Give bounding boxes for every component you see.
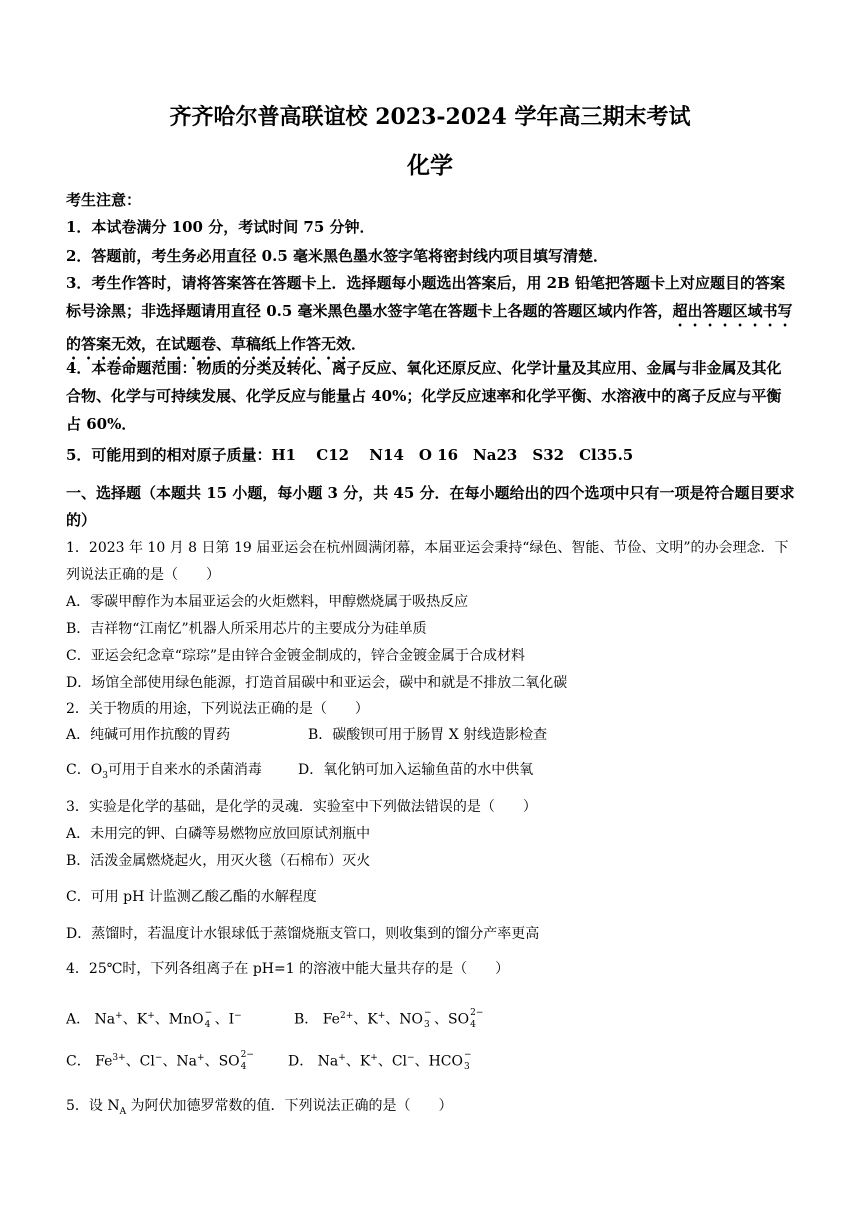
notice-item-1: 1．本试卷满分 100 分，考试时间 75 分钟． (66, 218, 375, 236)
question-4-row-2 (66, 1045, 800, 1076)
question-3-option-c: C．可用 pH 计监测乙酸乙酯的水解程度 (66, 889, 317, 905)
question-2-stem: 2．关于物质的用途，下列说法正确的是（ ） (66, 701, 369, 717)
question-5-stem: 5．设 $N_A$ 为阿伏加德罗常数的值．下列说法正确的是（ ） (66, 1098, 453, 1117)
notice-item-2: 2．答题前，考生务必用直径 0.5 毫米黑色墨水签字笔将密封线内项目填写清楚． (66, 247, 608, 265)
question-2-row-1 (66, 722, 800, 749)
exam-title: 齐齐哈尔普高联谊校 2023-2024 学年高三期末考试 (169, 104, 691, 130)
question-1-stem: 1．2023 年 10 月 8 日第 19 届亚运会在杭州圆满闭幕，本届亚运会秉持“绿色、智能、节俭、文明”的办会理念．下列说法正确的是（ ） (66, 540, 789, 583)
question-4-row-1 (66, 1003, 800, 1034)
notice-item-5: 5．可能用到的相对原子质量：H1 C12 N14 O 16 Na23 S32 Cl35.5 (66, 446, 634, 464)
question-4-option-c: C． $Fe^{3+}$、Cl−、Na+、SO 2− 4 (66, 1049, 254, 1072)
question-3-option-a: A．未用完的钾、白磷等易燃物应放回原试剂瓶中 (66, 826, 371, 842)
notice-heading: 考生注意： (66, 191, 142, 209)
question-4-option-d: D． Na+、K+、Cl−、HCO − 3 (288, 1049, 472, 1072)
question-4-stem: 4．25℃时，下列各组离子在 pH=1 的溶液中能大量共存的是（ ） (66, 961, 510, 977)
question-4-option-a: A． Na+、K+、MnO − 4 、I− (66, 1007, 242, 1030)
notice-item-3-emphasis: 超出答题区域书写的答案无效，在试题卷、草稿纸上作答无效 (66, 302, 793, 353)
question-2-option-b: B．碳酸钡可用于肠胃 X 射线造影检查 (308, 727, 548, 743)
question-1-option-d: D．场馆全部使用绿色能源，打造首届碳中和亚运会，碳中和就是不排放二氧化碳 (66, 675, 568, 691)
question-3-option-b: B．活泼金属燃烧起火，用灭火毯（石棉布）灭火 (66, 853, 371, 869)
question-3-stem: 3．实验是化学的基础，是化学的灵魂．实验室中下列做法错误的是（ ） (66, 799, 537, 815)
question-3-option-d: D．蒸馏时，若温度计水银球低于蒸馏烧瓶支管口，则收集到的馏分产率更高 (66, 926, 540, 942)
notice-item-3-end: ． (351, 335, 367, 353)
notice-item-3-text: 3．考生作答时，请将答案答在答题卡上．选择题每小题选出答案后，用 2B 铅笔把答题卡上对应题目的答案标号涂黑；非选择题请用直径 0.5 毫米黑色墨水签字笔在答题卡上各题的答题区域内作答， (66, 274, 786, 320)
question-2 (66, 696, 800, 723)
question-2-option-d: D．氧化钠可加入运输鱼苗的水中供氧 (298, 762, 534, 778)
question-1 (66, 535, 800, 697)
subject-title: 化学 (407, 152, 453, 179)
section-heading: 一、选择题（本题共 15 小题，每小题 3 分，共 45 分．在每小题给出的四个选项中只有一项是符合题目要求的） (66, 484, 795, 529)
question-1-option-b: B．吉祥物“江南忆”机器人所采用芯片的主要成分为硅单质 (66, 621, 427, 637)
question-2-option-a: A．纯碱可用作抗酸的胃药 (66, 727, 231, 743)
question-1-option-c: C．亚运会纪念章“琮琮”是由锌合金镀金制成的，锌合金镀金属于合成材料 (66, 648, 526, 664)
question-3 (66, 794, 800, 875)
question-1-option-a: A．零碳甲醇作为本届亚运会的火炬燃料，甲醇燃烧属于吸热反应 (66, 594, 469, 610)
question-2-option-c: C．$O_3$可用于自来水的杀菌消毒 (66, 762, 262, 781)
notice-item-4: 4．本卷命题范围：物质的分类及转化、离子反应、氧化还原反应、化学计量及其应用、金属与非金属及其化合物、化学与可持续发展、化学反应与能量占 40%；化学反应速率和化学平衡、水溶液中的离子反应与平衡占 60%． (66, 359, 782, 433)
notice-item-3 (66, 269, 796, 363)
question-2-row-2 (66, 757, 800, 790)
question-4-option-b: B． $Fe^{2+}$、K+、NO − 3 、SO 2− 4 (294, 1007, 484, 1030)
